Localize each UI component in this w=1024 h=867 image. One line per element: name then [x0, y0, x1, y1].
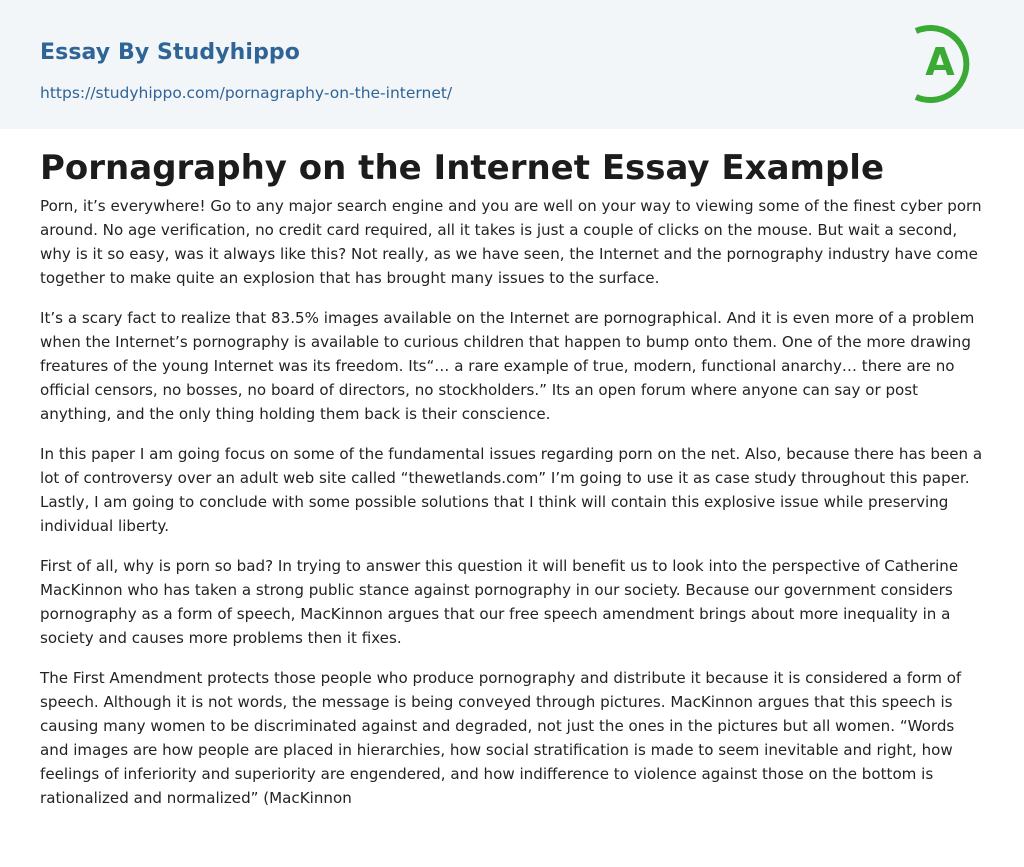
essay-paragraph: First of all, why is porn so bad? In trying to answer this question it will benefit us to look into the perspective of Catherine MacKinnon who has taken a strong public stance against pornography in our society. Because our government considers pornography as a form of speech, MacKinnon argues that our free speech amendment brings about more inequality in a society and causes more problems then it fixes. — [40, 557, 959, 647]
page-header — [0, 0, 1024, 129]
essay-paragraph: Porn, it’s everywhere! Go to any major search engine and you are well on your way to viewing some of the finest cyber porn around. No age verification, no credit card required, all it takes is just a couple of clicks on the mouse. But wait a second, why is it so easy, was it always like this? Not really, as we have seen, the Internet and the pornography industry have come together to make quite an explosion that has brought many issues to the surface. — [40, 197, 982, 287]
source-url-link[interactable]: https://studyhippo.com/pornagraphy-on-the-internet/ — [40, 84, 453, 102]
essay-body — [40, 194, 986, 826]
essay-paragraph: In this paper I am going focus on some of the fundamental issues regarding porn on the net. Also, because there has been a lot of controversy over an adult web site called “thewetlands.com” I’m going to use it as case study throughout this paper. Lastly, I am going to conclude with some possible solutions that I think will contain this explosive issue while preserving individual liberty. — [40, 445, 983, 535]
essay-paragraph: The First Amendment protects those people who produce pornography and distribute it because it is considered a form of speech. Although it is not words, the message is being conveyed through pictures. MacKinnon argues that this speech is causing many women to be discriminated against and degraded, not just the ones in the pictures but all women. “Words and images are how people are placed in hierarchies, how social stratification is made to seem inevitable and right, how feelings of inferiority and superiority are engendered, and how indifference to violence against those on the bottom is rationalized and normalized” (MacKinnon — [40, 669, 962, 807]
studyhippo-logo-icon[interactable] — [908, 17, 988, 107]
essay-paragraph: It’s a scary fact to realize that 83.5% images available on the Internet are pornographical. And it is even more of a problem when the Internet’s pornography is available to curious children that happen to bump onto them. One of the more drawing freatures of the young Internet was its freedom. Its“… a rare example of true, modern, functional anarchy… there are no official censors, no bosses, no board of directors, no stockholders.” Its an open forum where anyone can say or post anything, and the only thing holding them back is their conscience. — [40, 309, 975, 423]
page-title: Pornagraphy on the Internet Essay Example — [40, 148, 885, 188]
logo-letter: A — [925, 40, 955, 84]
brand-title: Essay By Studyhippo — [40, 40, 300, 65]
